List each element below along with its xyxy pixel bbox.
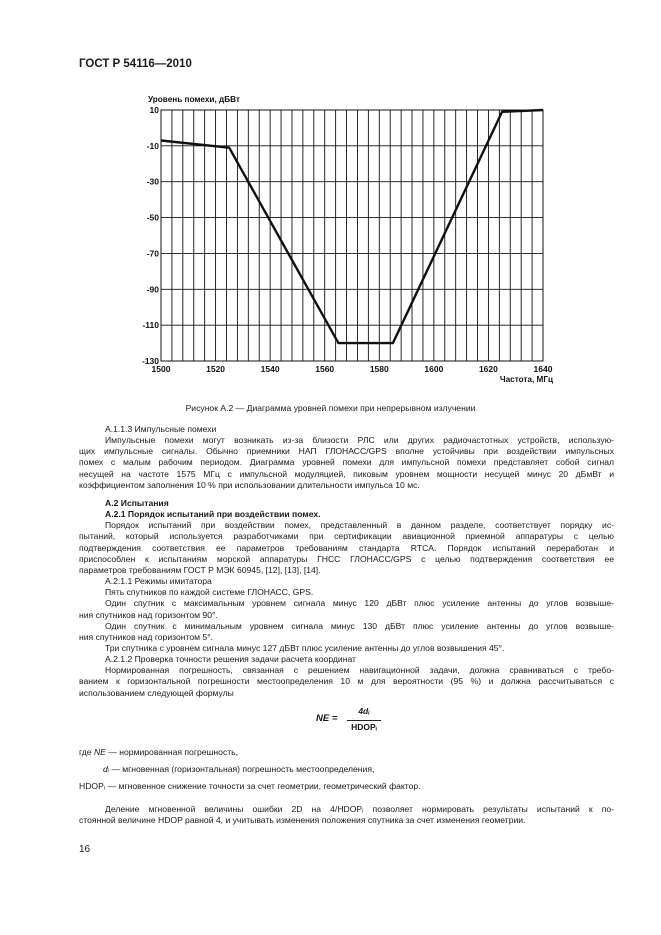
where-line-ne: где NE — нормированная погрешность, xyxy=(79,746,239,757)
paragraph-line: щих импульсные сигналы. Обычно приемники НАП ГЛОНАСС/GPS вполне устойчивы при воздействии импульсных xyxy=(79,446,614,457)
y-tick-label: -70 xyxy=(146,248,159,259)
paragraph-line: несущей на частоте 1575 МГц с импульсной модуляцией, пиковым уровнем мощности несущей минус 20 дБмВт и xyxy=(79,468,614,479)
paragraph-line: Один спутник с минимальным уровнем сигнала минус 130 дБВт плюс усиление антенны до углов возвыше- xyxy=(105,620,614,631)
paragraph-line: Три спутника с уровнем сигнала минус 127 дБВт плюс усиление антенны до углов возвышения 45°. xyxy=(105,642,505,653)
paragraph-line: Порядок испытаний при воздействии помех, представленный в данном разделе, соответствует порядку ис- xyxy=(105,520,614,531)
paragraph-line: ния спутников над горизонтом 5°. xyxy=(79,631,214,642)
formula-ne xyxy=(79,704,614,744)
y-tick-label: -10 xyxy=(146,140,159,151)
x-tick-label: 1520 xyxy=(206,364,226,374)
paragraph-line: приспособлен к испытаниям морской аппаратуры ГНСС ГЛОНАСС/GPS с целью подтверждения соответствия ее xyxy=(79,553,614,564)
x-tick-label: 1560 xyxy=(315,364,335,374)
paragraph-line: параметров требованиям ГОСТ Р МЭК 60945, [12], [13], [14]. xyxy=(79,564,321,575)
subsection-title-a212: А.2.1.2 Проверка точности решения задачи расчета координат xyxy=(105,654,356,665)
y-tick-label: 10 xyxy=(149,105,159,115)
y-axis-label: Уровень помехи, дБВт xyxy=(148,95,240,104)
formula-fraction-bar xyxy=(347,720,381,721)
paragraph-line: коэффициентом заполнения 10 % при использовании длительности импульса 10 мс. xyxy=(79,479,420,490)
y-tick-label: -130 xyxy=(141,356,159,366)
x-tick-label: 1540 xyxy=(260,364,280,374)
interference-level-chart xyxy=(130,86,570,386)
document-header: ГОСТ Р 54116—2010 xyxy=(79,58,192,70)
y-tick-label: -110 xyxy=(142,320,159,331)
formula-denominator: HDOPᵢ xyxy=(351,721,377,732)
paragraph-line: Импульсные помехи могут возникать из-за близости РЛС или других радиочастотных устройств, использую- xyxy=(105,435,614,446)
body-text xyxy=(79,424,614,827)
paragraph-line: помех с малым рабочим периодом. Диаграмма уровней помехи для импульсной помехи представляет собой сигнал xyxy=(79,457,614,468)
symbol-d: dᵢ xyxy=(103,763,109,774)
paragraph-line: стоянной величине HDOP равной 4, и учитывать изменения положения спутника за счет изменения геометрии. xyxy=(79,815,526,826)
figure-caption: Рисунок А.2 — Диаграмма уровней помехи при непрерывном излучении xyxy=(185,403,476,413)
symbol-hdop: HDOPᵢ xyxy=(79,781,106,792)
paragraph-line: Пять спутников по каждой системе ГЛОНАСС, GPS. xyxy=(105,587,314,598)
y-tick-label: -50 xyxy=(146,212,159,223)
x-tick-label: 1500 xyxy=(151,364,171,374)
paragraph-line: ния спутников над горизонтом 90°. xyxy=(79,609,218,620)
paragraph-line: использованием следующей формулы xyxy=(79,687,234,698)
paragraph-line: ванием к горизонтальной погрешности местоопределения 10 м для вероятности (95 %) и должна рассчитываться с xyxy=(79,676,614,687)
symbol-ne: NE xyxy=(93,746,106,757)
paragraph-line: Один спутник с максимальным уровнем сигнала минус 120 дБВт плюс усиление антенны до углов возвыше- xyxy=(105,598,614,609)
x-tick-label: 1580 xyxy=(369,364,389,374)
y-tick-label: -30 xyxy=(146,176,159,187)
formula-numerator: 4dᵢ xyxy=(358,705,370,716)
y-tick-label: -90 xyxy=(146,284,159,295)
x-tick-label: 1640 xyxy=(533,364,553,374)
section-heading-a21: А.2.1 Порядок испытаний при воздействии помех. xyxy=(105,509,321,520)
where-line-d: dᵢ — мгновенная (горизонтальная) погрешность местоопределения, xyxy=(103,763,375,774)
x-tick-label: 1600 xyxy=(424,364,444,374)
paragraph-line: Нормированная погрешность, связанная с решением навигационной задачи, должна сравниваться с требо- xyxy=(105,665,614,676)
section-heading-a2: А.2 Испытания xyxy=(105,497,169,508)
subsection-title-a113: А.1.1.3 Импульсные помехи xyxy=(105,424,217,434)
subsection-title-a211: А.2.1.1 Режимы имитатора xyxy=(105,576,212,587)
x-axis-label: Частота, МГц xyxy=(499,375,553,384)
paragraph-line: пытаний, который используется разработчиками при сертификации авиационной приемной аппаратуры с целью xyxy=(79,531,614,542)
x-tick-label: 1620 xyxy=(478,364,498,374)
paragraph-line: подтверждения соответствия ее параметров требованиям стандарта RTCA. Порядок испытаний переработан и xyxy=(79,542,614,553)
formula-lhs: NE = xyxy=(316,712,338,724)
where-line-hdop: HDOPᵢ — мгновенное снижение точности за счет геометрии, геометрический фактор. xyxy=(79,781,421,792)
page-number: 16 xyxy=(79,844,91,855)
paragraph-line: Деление мгновенной величины ошибки 2D на 4/HDOPᵢ позволяет нормировать результаты испытаний к по- xyxy=(105,804,614,815)
